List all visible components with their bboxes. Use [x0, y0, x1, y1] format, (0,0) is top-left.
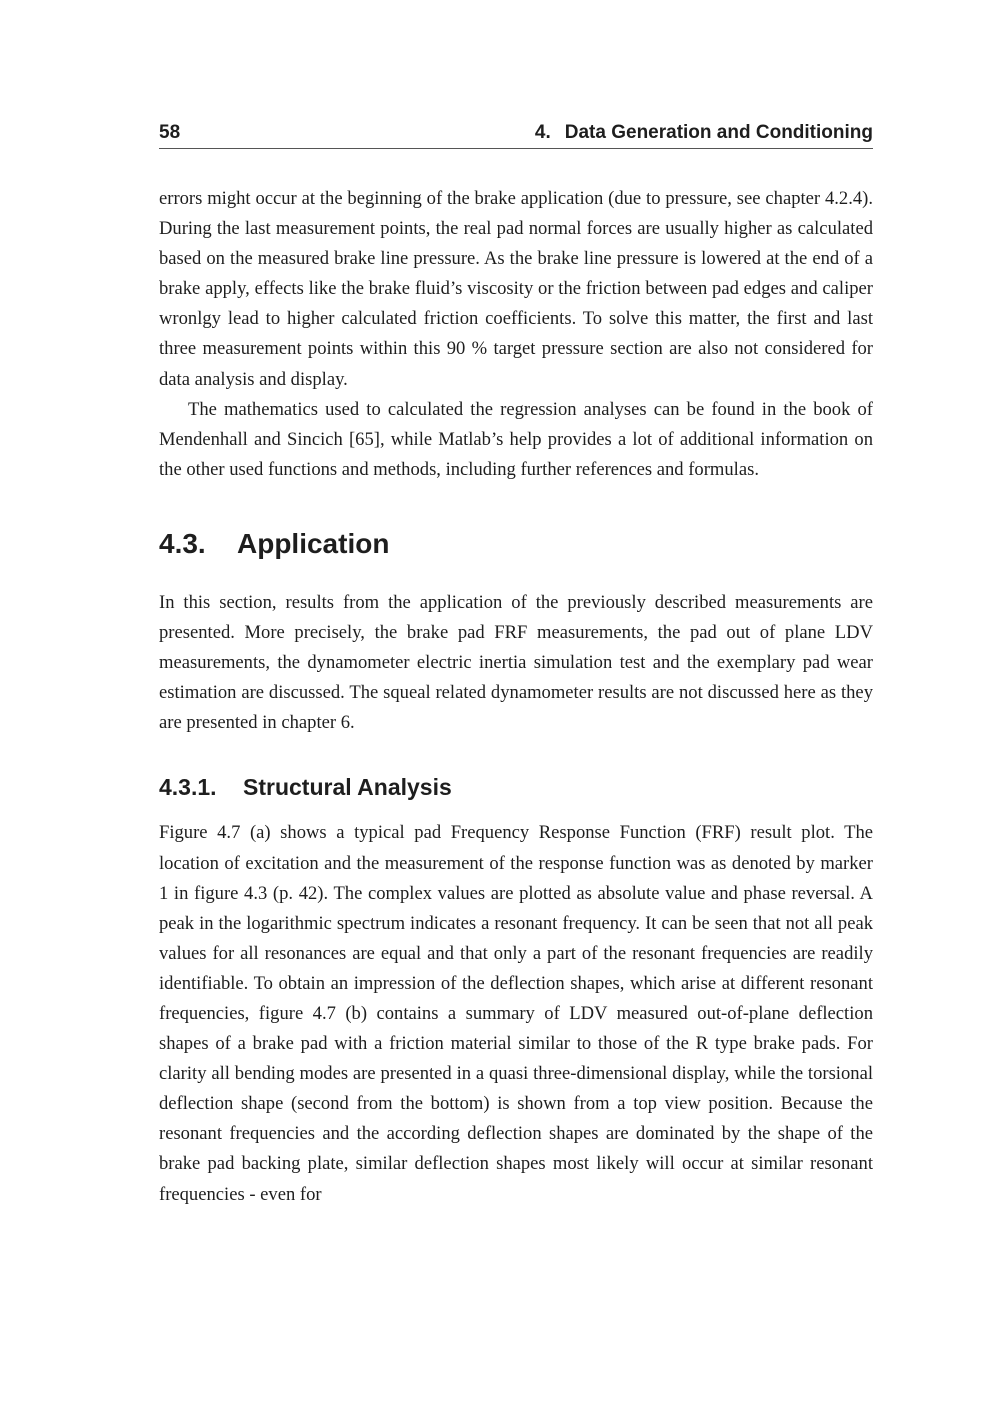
page-body [159, 184, 873, 1210]
chapter-title: Data Generation and Conditioning [564, 122, 873, 143]
body-paragraph: The mathematics used to calculated the regression analyses can be found in the book of Mendenhall and Sincich [65], while Matlab’s help provides a lot of additional information on the other used functions and methods, including further references and formulas. [159, 398, 873, 480]
section-title: Application [237, 527, 390, 559]
section-number: 4.3. [159, 527, 206, 559]
subsection-title: Structural Analysis [243, 774, 452, 801]
subsection-number: 4.3.1. [159, 774, 217, 801]
chapter-number: 4. [534, 122, 551, 143]
body-paragraph: In this section, results from the application of the previously described measurements are presented. More precisely, the brake pad FRF measurements, the pad out of plane LDV measurements, the dynamometer electric inertia simulation test and the exemplary pad wear estimation are discussed. The squeal related dynamometer results are not discussed here as they are presented in chapter 6. [159, 591, 873, 734]
subsection-heading [159, 772, 873, 802]
page-number: 58 [159, 122, 181, 143]
section-heading [159, 527, 873, 561]
running-header [159, 120, 873, 149]
chapter-heading [535, 122, 873, 144]
body-paragraph: Figure 4.7 (a) shows a typical pad Frequency Response Function (FRF) result plot. The location of excitation and the measurement of the response function was as denoted by marker 1 in figure 4.3 (p. 42). The complex values are plotted as absolute value and phase reversal. A peak in the logarithmic spectrum indicates a resonant frequency. It can be seen that not all peak values for all resonances are equal and that only a part of the resonant frequencies are readily identifiable. To obtain an impression of the deflection shapes, which arise at different resonant frequencies, figure 4.7 (b) contains a summary of LDV measured out-of-plane deflection shapes of a brake pad with a friction material similar to those of the R type brake pads. For clarity all bending modes are presented in a quasi three-dimensional display, while the torsional deflection shape (second from the bottom) is shown from a top view position. Because the resonant frequencies and the according deflection shapes are dominated by the shape of the brake pad backing plate, similar deflection shapes most likely will occur at similar resonant frequencies - even for [159, 822, 873, 1205]
body-paragraph: errors might occur at the beginning of the brake application (due to pressure, see chapter 4.2.4). During the last measurement points, the real pad normal forces are usually higher as calculated based on the measured brake line pressure. As the brake line pressure is lowered at the end of a brake apply, effects like the brake fluid’s viscosity or the friction between pad edges and caliper wronlgy lead to higher calculated friction coefficients. To solve this matter, the first and last three measurement points within this 90 % target pressure section are also not considered for data analysis and display. [159, 188, 873, 390]
